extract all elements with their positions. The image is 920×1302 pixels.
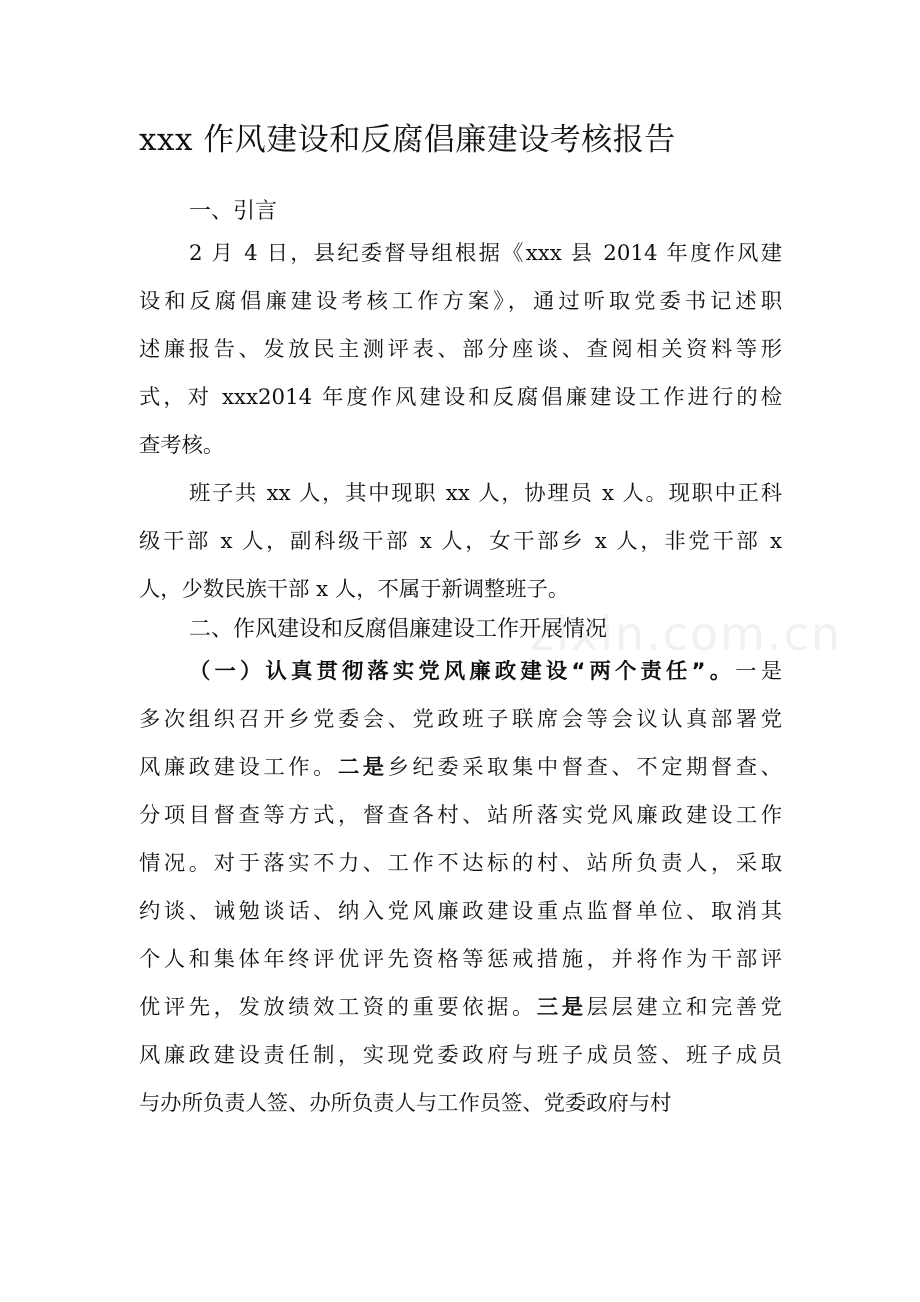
section-2-paragraph bbox=[139, 648, 782, 1128]
document-title: xxx 作风建设和反腐倡廉建设考核报告 bbox=[139, 122, 676, 158]
section-1-heading: 一、引言 bbox=[189, 199, 278, 224]
section-2-heading: 二、作风建设和反腐倡廉建设工作开展情况 bbox=[189, 617, 608, 642]
text-line bbox=[139, 648, 782, 696]
text-line bbox=[139, 984, 782, 1032]
text-line: 人，少数民族干部 x 人，不属于新调整班子。 bbox=[139, 577, 570, 602]
text-line: 情况。对于落实不力、工作不达标的村、站所负责人，采取 bbox=[139, 851, 782, 876]
text-line: 设和反腐倡廉建设考核工作方案》，通过听取党委书记述职 bbox=[139, 289, 782, 314]
emphasis-second: 二是 bbox=[337, 755, 388, 780]
text-line: 述廉报告、发放民主测评表、部分座谈、查阅相关资料等形 bbox=[139, 337, 782, 362]
section-2 bbox=[139, 606, 782, 654]
section-1 bbox=[139, 188, 782, 236]
text-line: 查考核。 bbox=[139, 433, 225, 458]
text-line: 风廉政建设责任制，实现党委政府与班子成员签、班子成员 bbox=[139, 1043, 782, 1068]
text-line: 2 月 4 日，县纪委督导组根据《xxx 县 2014 年度作风建 bbox=[189, 241, 782, 266]
text-line: 个人和集体年终评优评先资格等惩戒措施，并将作为干部评 bbox=[139, 947, 782, 972]
text-line: 分项目督查等方式，督查各村、站所落实党风廉政建设工作 bbox=[139, 803, 782, 828]
text-line: 班子共 xx 人，其中现职 xx 人，协理员 x 人。现职中正科 bbox=[189, 481, 782, 506]
text-line: 多次组织召开乡党委会、党政班子联席会等会议认真部署党 bbox=[139, 707, 782, 732]
text-segment: 风廉政建设工作。 bbox=[139, 755, 338, 780]
intro-paragraph-2 bbox=[139, 470, 782, 614]
text-segment: 优评先，发放绩效工资的重要依据。 bbox=[139, 995, 537, 1020]
intro-paragraph-1 bbox=[139, 230, 782, 470]
subheading-1: （一）认真贯彻落实党风廉政建设“两个责任”。 bbox=[189, 659, 736, 684]
text-line bbox=[139, 744, 782, 792]
text-line: 与办所负责人签、办所负责人与工作员签、党委政府与村 bbox=[139, 1091, 672, 1116]
emphasis-third: 三是 bbox=[536, 995, 587, 1020]
text-segment: 一是 bbox=[735, 659, 782, 684]
text-line: 约谈、诫勉谈话、纳入党风廉政建设重点监督单位、取消其 bbox=[139, 899, 782, 924]
text-segment: 层层建立和完善党 bbox=[586, 995, 782, 1020]
text-segment: 乡纪委采取集中督查、不定期督查、 bbox=[387, 755, 782, 780]
text-line: 级干部 x 人，副科级干部 x 人，女干部乡 x 人，非党干部 x bbox=[139, 529, 782, 554]
text-line: 式，对 xxx2014 年度作风建设和反腐倡廉建设工作进行的检 bbox=[139, 385, 782, 410]
watermark: zixin.com.cn bbox=[530, 607, 843, 661]
